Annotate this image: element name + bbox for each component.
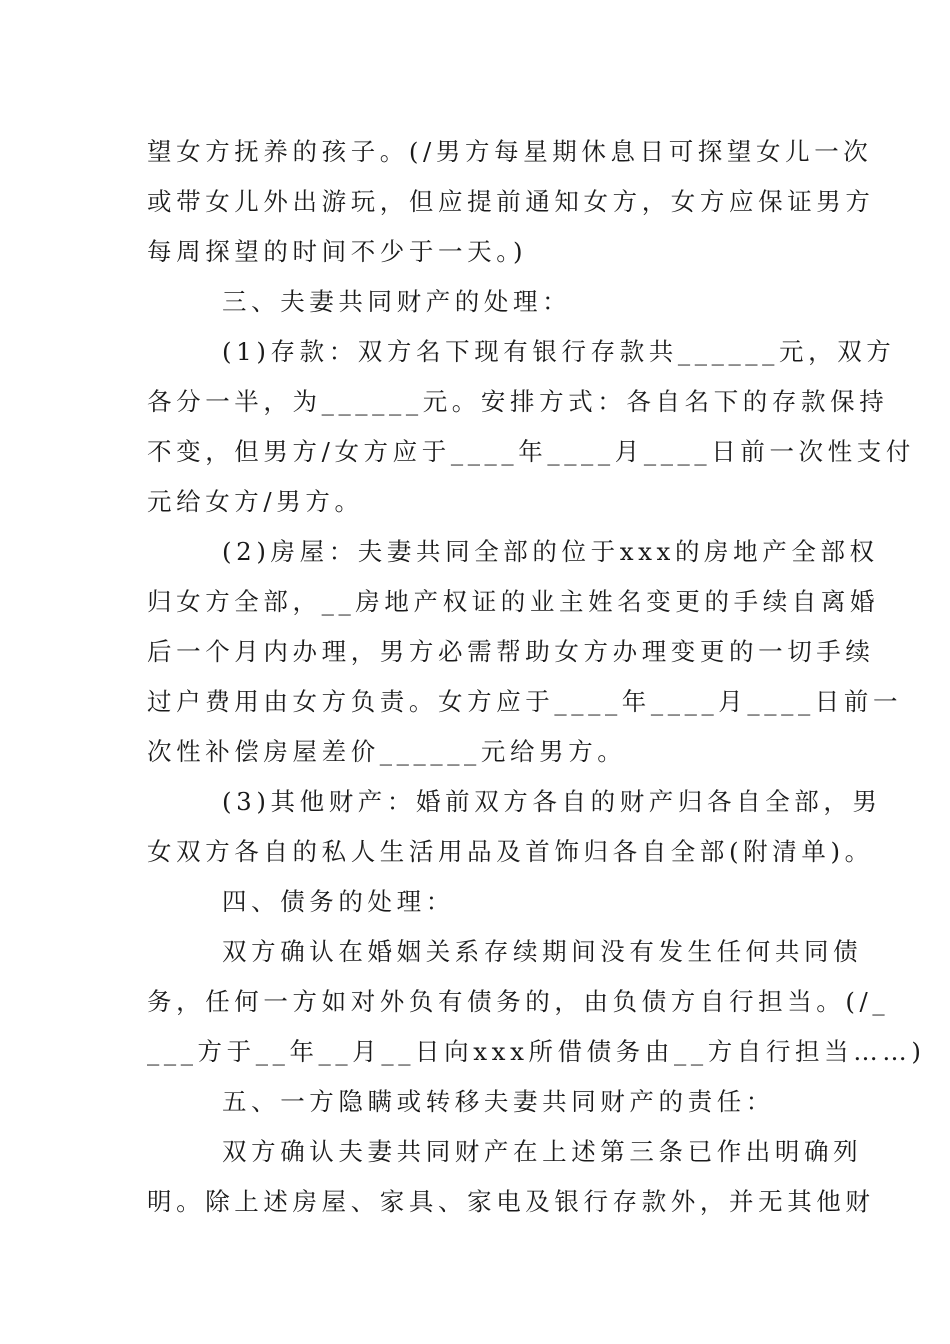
text-line: 或带女儿外出游玩，但应提前通知女方，女方应保证男方 [147, 187, 875, 216]
text-line: 双方确认在婚姻关系存续期间没有发生任何共同债 [222, 937, 863, 966]
text-line: 次性补偿房屋差价______元给男方。 [147, 737, 627, 766]
text-line: 不变，但男方/女方应于____年____月____日前一次性支付 [147, 437, 915, 466]
text-line: 后一个月内办理，男方必需帮助女方办理变更的一切手续 [147, 637, 875, 666]
text-line: 过户费用由女方负责。女方应于____年____月____日前一 [147, 687, 903, 716]
text-line: 各分一半，为______元。安排方式：各自名下的存款保持 [147, 387, 889, 416]
text-line: 元给女方/男方。 [147, 487, 364, 516]
text-line: 归女方全部，__房地产权证的业主姓名变更的手续自离婚 [147, 587, 880, 616]
text-line: (2)房屋：夫妻共同全部的位于xxx的房地产全部权 [222, 537, 879, 566]
section-heading-3: 三、夫妻共同财产的处理： [222, 287, 572, 316]
text-line: (1)存款：双方名下现有银行存款共______元，双方 [222, 337, 896, 366]
text-line: 女双方各自的私人生活用品及首饰归各自全部(附清单)。 [147, 837, 874, 866]
text-line: 务，任何一方如对外负有债务的，由负债方自行担当。(/_ [147, 987, 890, 1016]
text-line: 明。除上述房屋、家具、家电及银行存款外，并无其他财 [147, 1187, 875, 1216]
text-line: 望女方抚养的孩子。(/男方每星期休息日可探望女儿一次 [147, 137, 873, 166]
text-line: (3)其他财产：婚前双方各自的财产归各自全部，男 [222, 787, 882, 816]
text-line: ___方于__年__月__日向xxx所借债务由__方自行担当……) [147, 1037, 926, 1066]
text-line: 每周探望的时间不少于一天。) [147, 237, 528, 266]
text-line: 双方确认夫妻共同财产在上述第三条已作出明确列 [222, 1137, 863, 1166]
section-heading-4: 四、债务的处理： [222, 887, 455, 916]
section-heading-5: 五、一方隐瞒或转移夫妻共同财产的责任： [222, 1087, 775, 1116]
